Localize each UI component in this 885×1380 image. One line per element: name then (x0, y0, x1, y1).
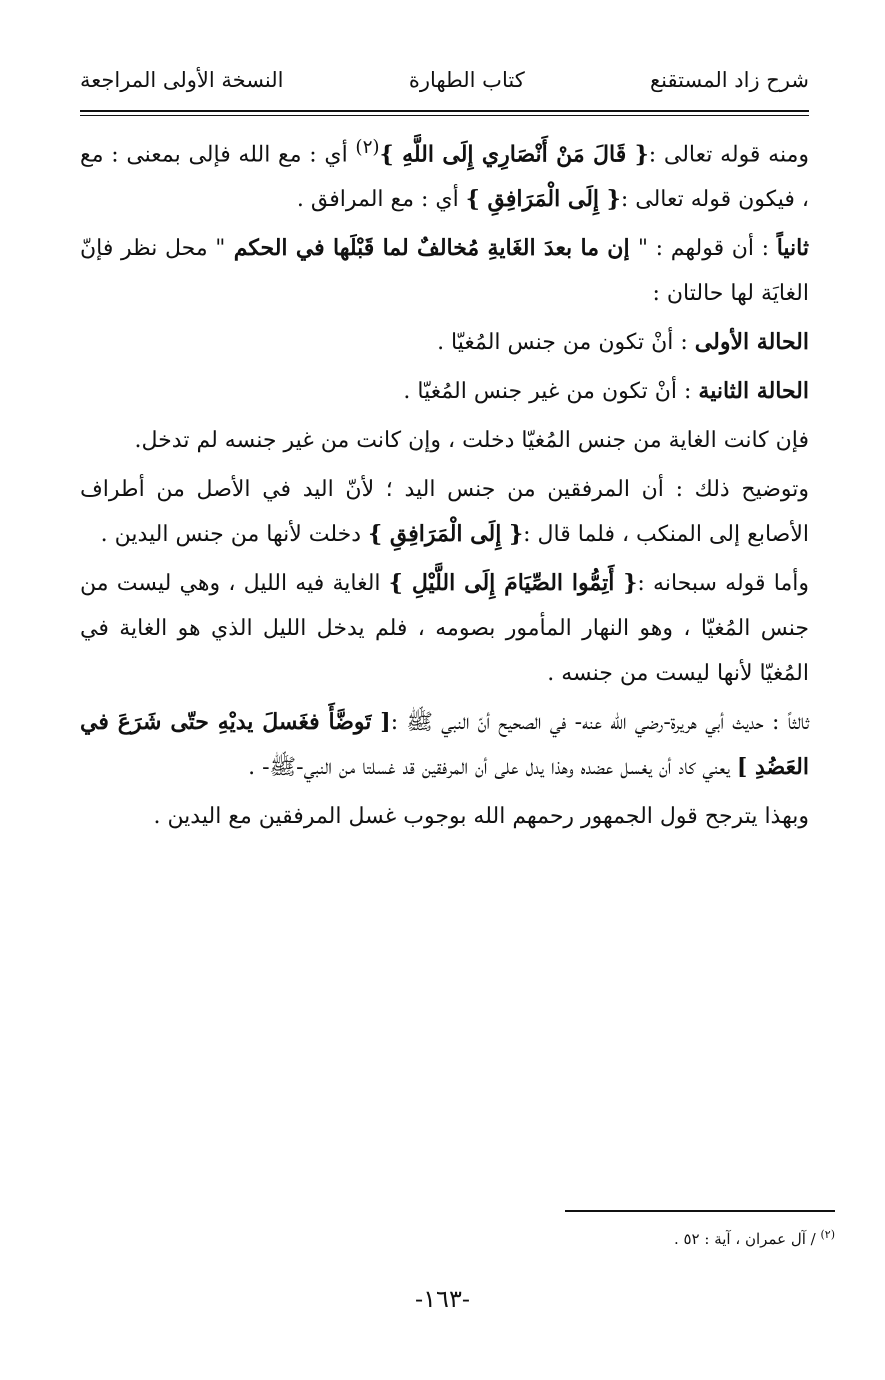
footnote-ref: (٢) (355, 137, 380, 158)
paragraph-1: ومنه قوله تعالى :{ قَالَ مَنْ أَنْصَارِي إِلَى اللَّهِ }$^{(٢)}$ أي : مع الله فإلى بمعنى : مع ، فيكون قوله تعالى :{ إِلَى الْمَرَافِقِ } أي : مع المرافق . (80, 137, 810, 213)
header-rule (80, 110, 809, 116)
footnote (80, 1228, 835, 1248)
footnote-marker: (٢) (820, 1228, 835, 1241)
quran-verse: { إِلَى الْمَرَافِقِ } (465, 186, 621, 213)
paragraph-4: الحالة الثانية : أنْ تكون من غير جنس المُغيّا . (403, 378, 809, 405)
running-header (80, 60, 809, 100)
footnote-text: / آل عمران ، آية : ٥٢ . (673, 1230, 821, 1248)
hadith-text: [ تَوضَّأَ فغَسلَ يديْهِ حتّى شَرَعَ في العَضُدِ ] (80, 709, 809, 781)
paragraph-3: الحالة الأولى : أنْ تكون من جنس المُغيّا . (437, 329, 809, 356)
paragraph-7: وأما قوله سبحانه :{ أَتِمُّوا الصِّيَامَ إِلَى اللَّيْلِ } الغاية فيه الليل ، وهي ليست من جنس المُغيّا ، وهو النهار المأمور بصومه ، فلم يدخل الليل الذي هو الغاية في المُغيّا لأنها ليست من جنسه . (80, 570, 810, 687)
footnote-rule (565, 1210, 835, 1212)
quran-verse: { إِلَى الْمَرَافِقِ } (368, 521, 524, 548)
main-text (80, 125, 809, 843)
paragraph-2: ثانياً : أن قولهم : " إن ما بعدَ الغَايةِ مُخالفٌ لما قَبْلَها في الحكم " محل نظر فإنّ الغايَة لها حالتان : (80, 235, 810, 307)
case-label: الحالة الثانية (698, 378, 809, 405)
paragraph-9: وبهذا يترجح قول الجمهور رحمهم الله بوجوب غسل المرفقين مع اليدين . (153, 804, 809, 830)
quran-verse: { قَالَ مَنْ أَنْصَارِي إِلَى اللَّهِ } (379, 141, 649, 168)
paragraph-5: فإن كانت الغاية من جنس المُغيّا دخلت ، وإن كانت من غير جنسه لم تدخل. (134, 428, 809, 454)
paragraph-8: ثالثاً : حديث أبي هريرة-رضي الله عنه- في الصحيح أنّ النبي ﷺ :[ تَوضَّأَ فغَسلَ يديْهِ حتّى شَرَعَ في العَضُدِ ] يعني كاد أن يغسل عضده وهذا يدل على أن المرفقين قد غسلتا من النبي-ﷺ- . (80, 709, 810, 781)
book-title: شرح زاد المستقنع (650, 68, 809, 92)
section-label: ثانياً (776, 235, 810, 262)
page-number: -١٦٣- (415, 1285, 470, 1313)
quoted-rule: إن ما بعدَ الغَايةِ مُخالفٌ لما قَبْلَها في الحكم (225, 235, 638, 262)
edition-label: النسخة الأولى المراجعة (80, 68, 284, 92)
quran-verse: { أَتِمُّوا الصِّيَامَ إِلَى اللَّيْلِ } (388, 570, 638, 597)
chapter-title: كتاب الطهارة (408, 68, 525, 92)
paragraph-6: وتوضيح ذلك : أن المرفقين من جنس اليد ؛ لأنّ اليد في الأصل من أطراف الأصابع إلى المنكب ، فلما قال :{ إِلَى الْمَرَافِقِ } دخلت لأنها من جنس اليدين . (80, 477, 809, 548)
case-label: الحالة الأولى (694, 329, 809, 356)
